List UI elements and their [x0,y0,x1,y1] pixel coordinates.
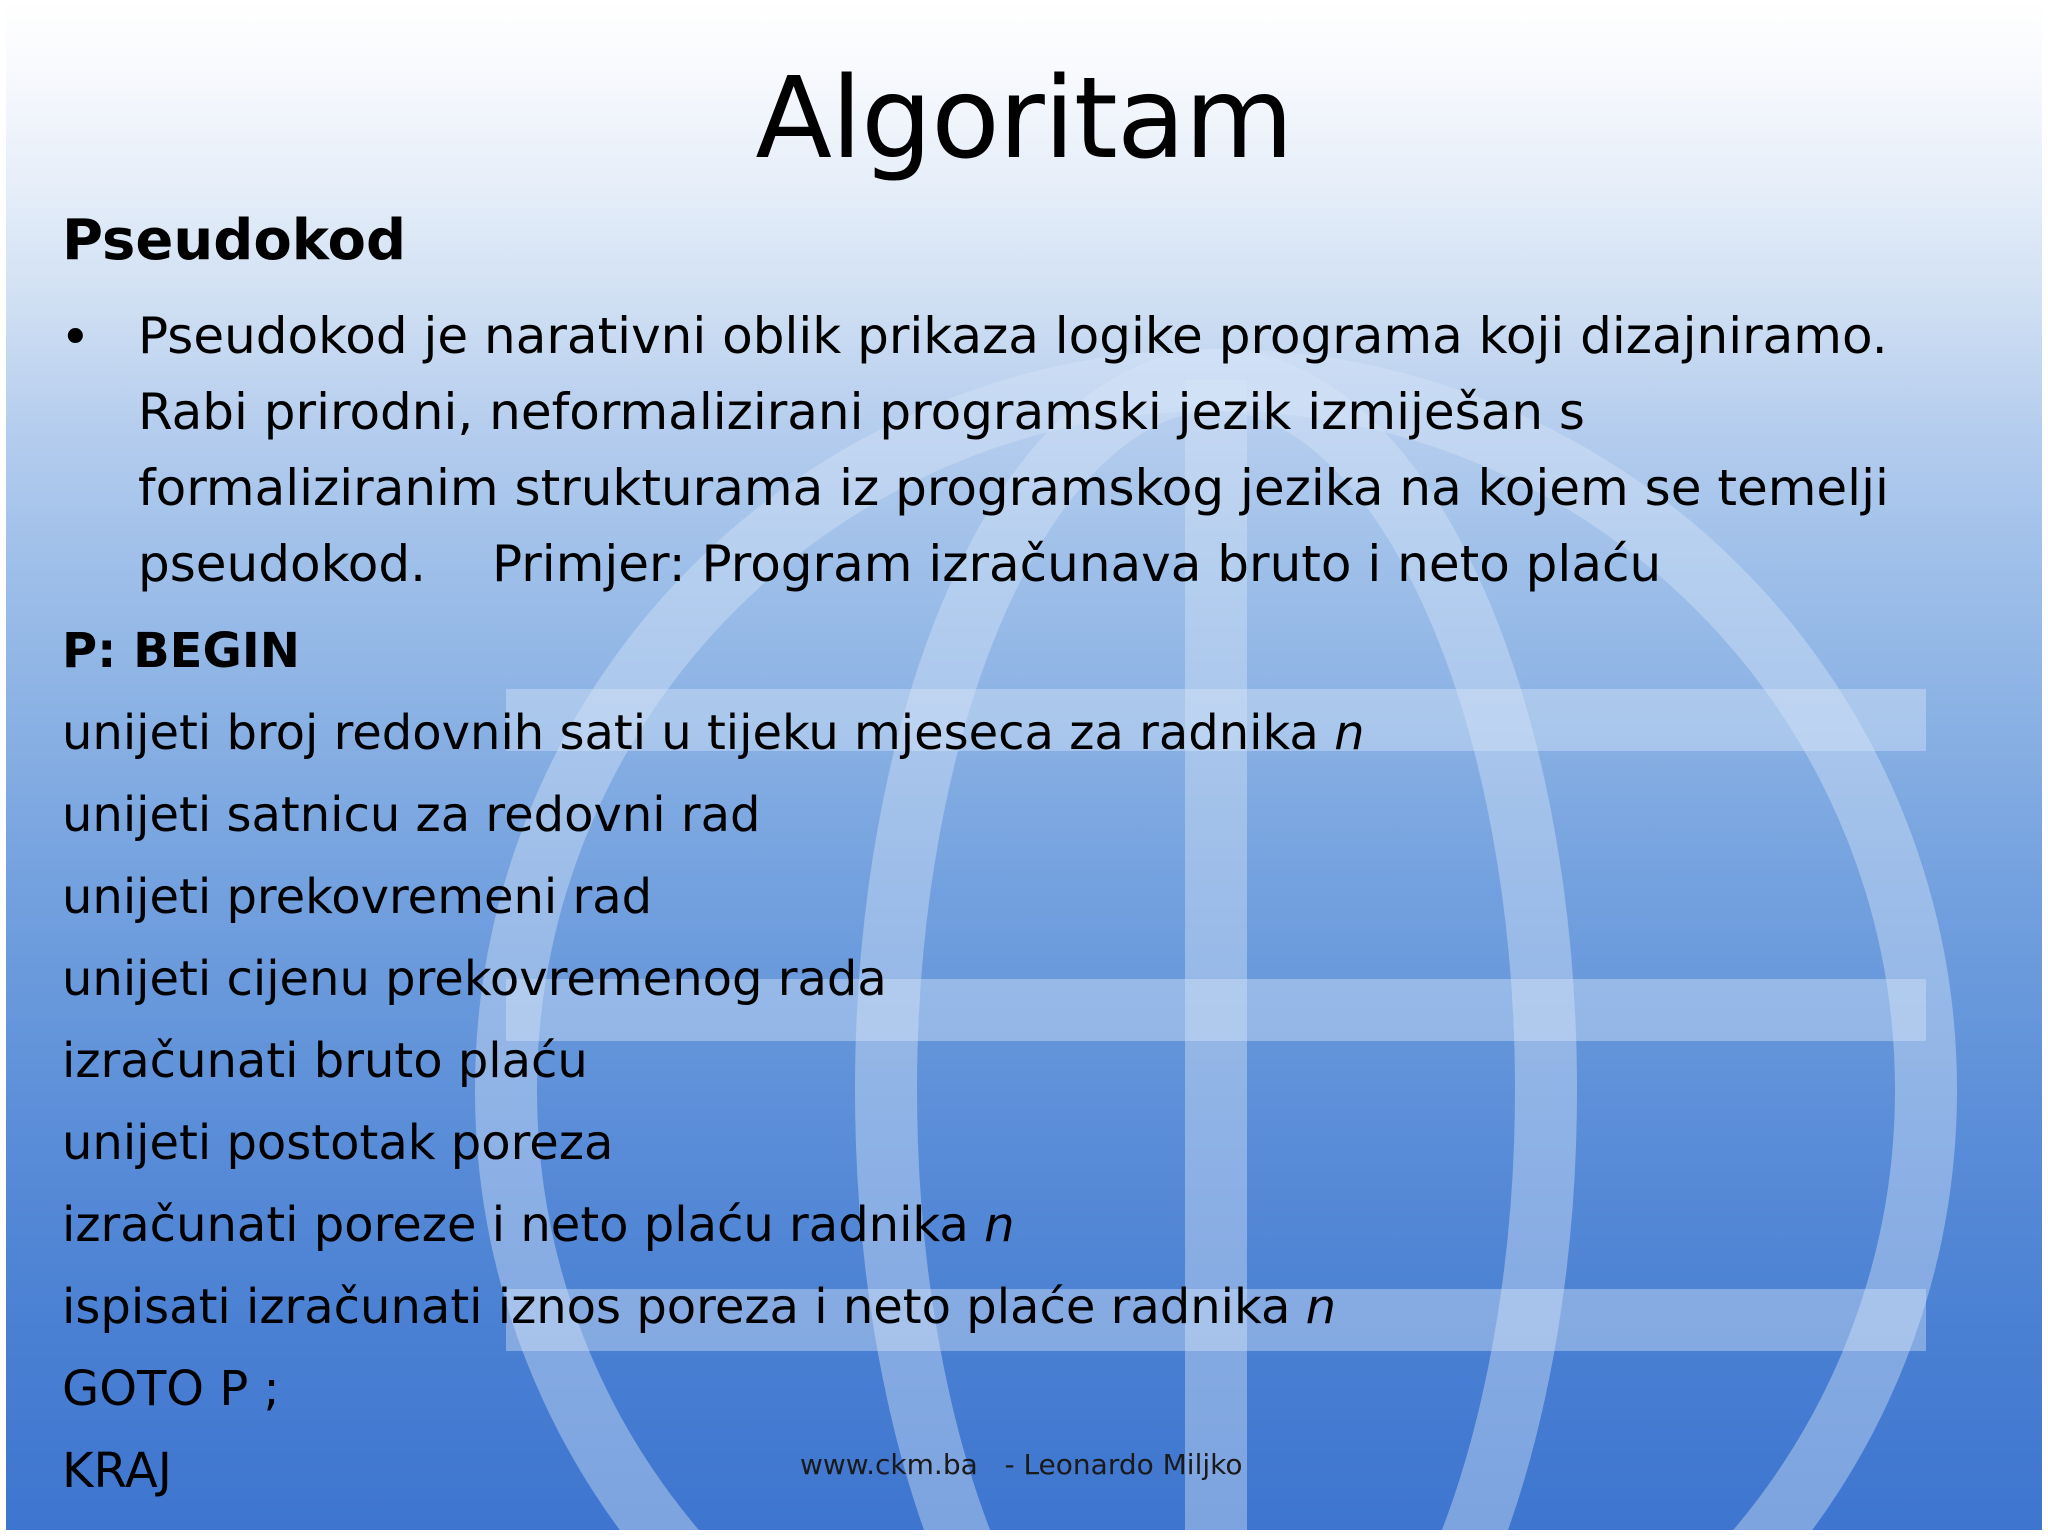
code-line: unijeti satnicu za redovni rad [62,787,761,843]
code-text: izračunati poreze i neto plaću radnika [62,1197,985,1253]
section-heading: Pseudokod [62,208,407,273]
bullet-line [138,526,2018,602]
code-begin: P: BEGIN [62,623,300,679]
code-variable: n [984,1197,1015,1253]
code-text: ispisati izračunati iznos poreza i neto plaće radnika [62,1279,1306,1335]
bullet-line: formaliziranim strukturama iz programskog jezika na kojem se temelji [138,459,1889,517]
code-goto: GOTO P ; [62,1361,280,1417]
bullet-line: Rabi prirodni, neformalizirani programski jezik izmiješan s [138,383,1585,441]
code-line: unijeti cijenu prekovremenog rada [62,951,887,1007]
code-variable: n [1334,705,1365,761]
bullet-marker: • [60,308,91,368]
bullet-line-end: pseudokod. [138,535,426,593]
bullet-line: Pseudokod je narativni oblik prikaza logike programa koji dizajniramo. [138,307,1888,365]
code-end: KRAJ [62,1443,172,1499]
pseudocode-block [62,610,1365,1512]
slide-footer: www.ckm.ba - Leonardo Miljko [800,1448,1243,1481]
code-line: unijeti postotak poreza [62,1115,614,1171]
code-variable: n [1305,1279,1337,1335]
code-text: unijeti broj redovnih sati u tijeku mjeseca za radnika [62,705,1335,761]
example-caption: Primjer: Program izračunava bruto i neto plaću [491,535,1662,593]
slide-title: Algoritam [755,54,1293,184]
code-line: unijeti prekovremeni rad [62,869,653,925]
code-line [62,1266,1365,1348]
bullet-paragraph [138,298,2018,602]
code-line [62,692,1365,774]
code-line: izračunati bruto plaću [62,1033,588,1089]
code-line [62,1184,1365,1266]
